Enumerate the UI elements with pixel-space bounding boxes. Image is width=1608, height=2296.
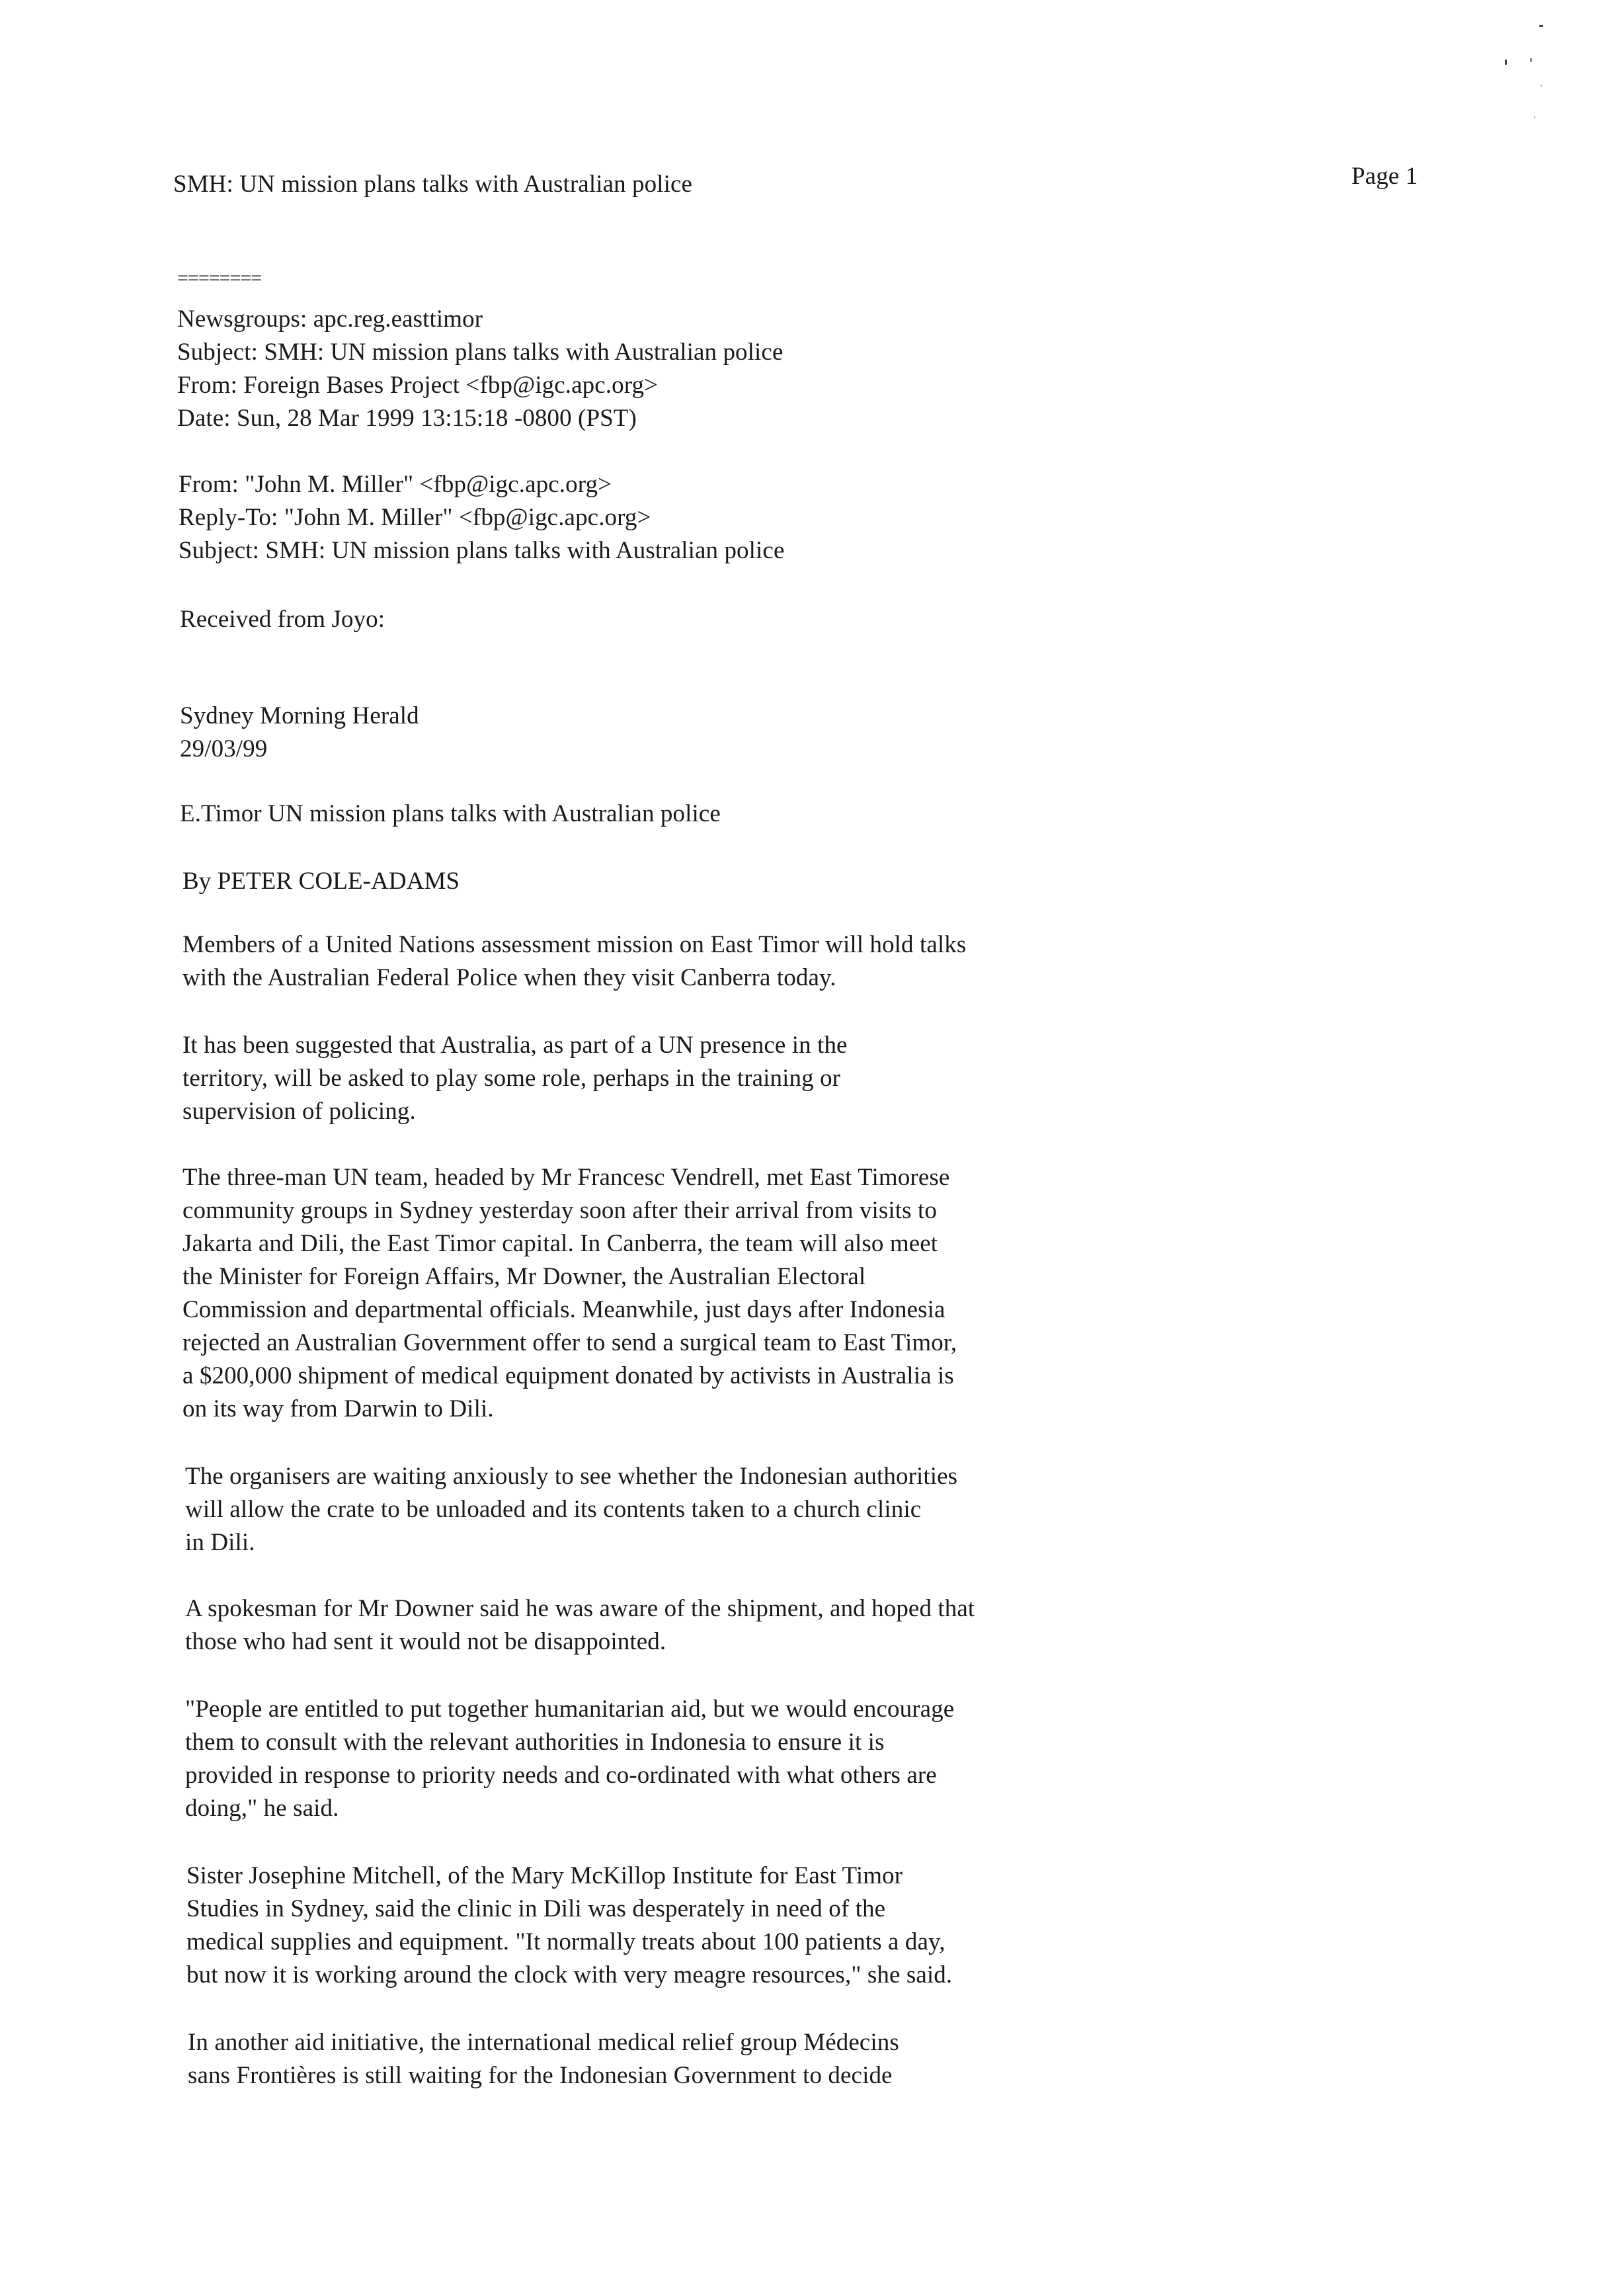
forward-reply-to-line: Reply-To: "John M. Miller" <fbp@igc.apc.org> [179, 504, 651, 531]
date-line: Date: Sun, 28 Mar 1999 13:15:18 -0800 (PST) [177, 405, 637, 432]
article-paragraph: In another aid initiative, the international medical relief group Médecins sans Frontières is still waiting for the Indonesian Government to decide [188, 2029, 899, 2089]
scan-speck [1539, 25, 1543, 27]
publication-date: 29/03/99 [180, 735, 268, 762]
article-paragraph: "People are entitled to put together humanitarian aid, but we would encourage them to consult with the relevant authorities in Indonesia to ensure it is provided in response to priority needs and co-ordinated with what others are doing," he said. [185, 1696, 955, 1822]
article-paragraph: The organisers are waiting anxiously to see whether the Indonesian authorities will allow the crate to be unloaded and its contents taken to a church clinic in Dili. [185, 1463, 958, 1556]
subject-line: Subject: SMH: UN mission plans talks with Australian police [177, 339, 784, 366]
document-title: SMH: UN mission plans talks with Australian police [173, 171, 693, 198]
article-paragraph: A spokesman for Mr Downer said he was aware of the shipment, and hoped that those who had sent it would not be disappointed. [185, 1595, 975, 1655]
scan-speck [1530, 58, 1532, 62]
forward-from-line: From: "John M. Miller" <fbp@igc.apc.org> [179, 471, 612, 498]
scan-speck [1541, 85, 1542, 87]
header-separator: ======== [177, 267, 262, 289]
scan-speck [1505, 60, 1507, 65]
publication-name: Sydney Morning Herald [180, 702, 419, 729]
article-paragraph: Sister Josephine Mitchell, of the Mary McKillop Institute for East Timor Studies in Sydney, said the clinic in Dili was desperately in need of the medical supplies and equipment. "It normally treats about 100 patients a day, but now it is working around the clock with very meagre resources," she said. [186, 1862, 953, 1988]
article-paragraph: Members of a United Nations assessment mission on East Timor will hold talks with the Australian Federal Police when they visit Canberra today. [182, 931, 967, 991]
newsgroups-line: Newsgroups: apc.reg.easttimor [177, 306, 483, 333]
article-paragraph: It has been suggested that Australia, as part of a UN presence in the territory, will be asked to play some role, perhaps in the training or supervision of policing. [182, 1032, 848, 1125]
scan-speck [1534, 116, 1535, 118]
forward-subject-line: Subject: SMH: UN mission plans talks with Australian police [179, 537, 785, 564]
received-line: Received from Joyo: [180, 606, 385, 633]
page-number: Page 1 [1351, 163, 1418, 190]
article-headline: E.Timor UN mission plans talks with Australian police [180, 800, 721, 827]
from-line: From: Foreign Bases Project <fbp@igc.apc.org> [177, 372, 659, 399]
article-byline: By PETER COLE-ADAMS [182, 868, 460, 895]
article-paragraph: The three-man UN team, headed by Mr Francesc Vendrell, met East Timorese community groups in Sydney yesterday soon after their arrival from visits to Jakarta and Dili, the East Timor capital. In Canberra, the team will also meet the Minister for Foreign Affairs, Mr Downer, the Australian Electoral Commission and departmental officials. Meanwhile, just days after Indonesia rejected an Australian Government offer to send a surgical team to East Timor, a $200,000 shipment of medical equipment donated by activists in Australia is on its way from Darwin to Dili. [182, 1164, 957, 1422]
